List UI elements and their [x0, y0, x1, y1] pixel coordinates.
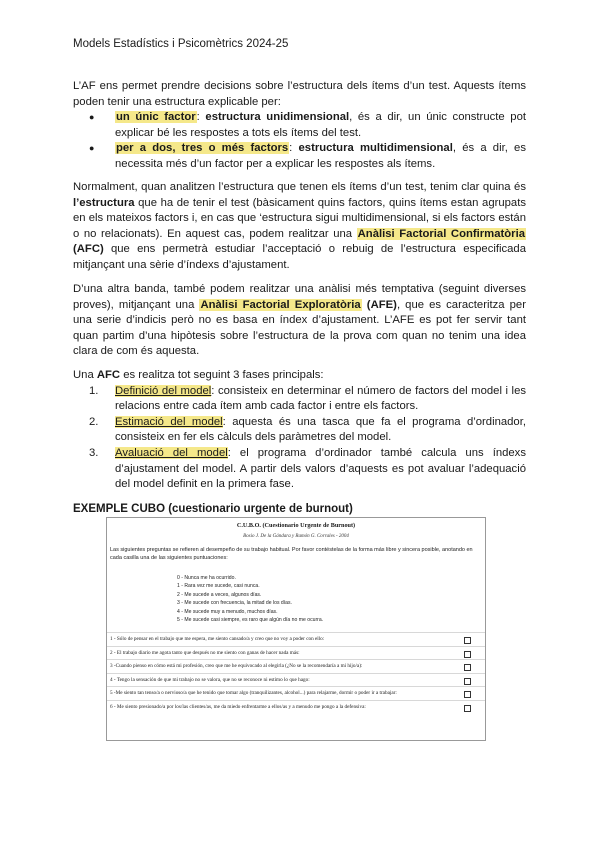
highlight-term: un únic factor [116, 111, 196, 124]
questionnaire-instructions: Las siguientes preguntas se refieren al desempeño de su trabajo habitual. Por favor contéstelas de la forma más libre y sincera posible, anotando en cada casilla una de las siguientes puntuaciones: [110, 547, 473, 561]
questionnaire-item [107, 659, 485, 673]
paragraph-afc [73, 180, 526, 274]
phase-text: : aquesta és una tasca que fa el programa d’ordinador, consisteix en fer els càlculs dels paràmetres del model. [115, 415, 526, 444]
text-run: es realitza tot seguint 3 fases principals: [120, 369, 324, 381]
scale-option: 4 - Me sucede muy a menudo, muchos días. [177, 608, 278, 615]
highlight-term: per a dos, tres o més factors [116, 142, 289, 155]
paragraph-structure-intro [73, 79, 526, 173]
structure-bullets [73, 110, 526, 172]
bold-term: (AFE) [361, 298, 397, 311]
scale-option: 1 - Rara vez me sucede, casi nunca. [177, 583, 260, 590]
phase-item [89, 415, 526, 446]
item-text: 4 - Tengo la sensación de que mi trabajo no se valora, que no se reconoce ni estimo lo que hago: [110, 676, 310, 683]
questionnaire-item [107, 700, 485, 714]
questionnaire-authors: Bosio J. De la Gándara y Ramón G. Corrales - 2004 [243, 534, 349, 539]
phases-lead [73, 368, 526, 384]
paragraph-afe [73, 282, 526, 360]
item-text: 3 -Cuando pienso en cómo está mi profesión, creo que me he equivocado al elegirla (¿No se la recomendaría a mi hijo/a): [110, 663, 363, 670]
item-text: 6 - Me siento presionado/a por los/las clientes/as, me da miedo enfrentarme a ellos/as y a menudo me pongo a la defensiva: [110, 703, 366, 710]
text-run: que ens permetrà estudiar l’acceptació o rebuig de l’estructura especificada mitjançant una sèrie d’índexs d’ajustament. [73, 243, 526, 271]
questionnaire-item [107, 686, 485, 700]
highlight-term: Avaluació del model [115, 446, 228, 459]
item-text: 1 - Sólo de pensar en el trabajo que me espera, me siento cansado/a y creo que no voy a poder con ello: [110, 636, 325, 643]
highlight-term: Estimació del model [115, 415, 223, 428]
highlight-term: Definició del model [115, 384, 212, 397]
bullet-text: , és a dir, es necessita més d’un factor per a explicar les respostes als ítems. [115, 142, 526, 170]
phase-text: : el programa d’ordinador també calcula uns índexs d’ajustament del model. A partir dels valors d’aquests es pot avaluar l’adequació del model definit en la primera fase. [115, 446, 526, 491]
phase-number: 2. [89, 415, 99, 428]
answer-checkbox [464, 705, 471, 712]
bullet-item [89, 141, 526, 172]
text-run: que ha de tenir el test (bàsicament quins factors, quins ítems estan agrupats en els mateixos factors i, en cas que ‘estructura sigui multidimensional, si els factors están o no relacionats). En aquest cas, podem realitzar una [73, 196, 526, 240]
bold-term: (AFC) [73, 243, 104, 256]
scale-option: 5 - Me sucede casi siempre, es raro que algún día no me ocurra. [177, 617, 324, 624]
phases-list [73, 384, 526, 493]
text-run: Una [73, 369, 97, 381]
answer-checkbox [464, 651, 471, 658]
phase-item [89, 446, 526, 493]
questionnaire-title: C.U.B.O. (Cuestionario Urgente de Burnout) [236, 522, 356, 529]
item-text: 5 -Me siento tan tenso/a o nervioso/a que he tenido que tomar algo (tranquilizantes, alcohol...) para relajarme, dormir o poder ir a trabajar: [110, 690, 397, 697]
answer-checkbox [464, 637, 471, 644]
bullet-text: , és a dir, un únic constructe pot explicar bé les respostes a tots els ítems del test. [115, 111, 526, 139]
questionnaire-items [107, 632, 485, 713]
answer-checkbox [464, 678, 471, 685]
answer-checkbox [464, 691, 471, 698]
phase-item [89, 384, 526, 415]
highlight-term: Anàlisi Factorial Confirmatòria [357, 227, 525, 240]
bold-term: l’estructura [73, 196, 135, 209]
bullet-colon: : [289, 142, 299, 155]
cubo-questionnaire-image [106, 517, 486, 741]
phase-number: 3. [89, 446, 99, 459]
phase-number: 1. [89, 384, 99, 397]
bullet-item [89, 110, 526, 141]
questionnaire-item [107, 673, 485, 687]
phase-text: : consisteix en determinar el número de factors del model i les relacions entre cada ítem amb cada factor i entre els factors. [115, 384, 527, 413]
scale-option: 0 - Nunca me ha ocurrido. [177, 575, 236, 581]
bold-term: AFC [96, 369, 121, 381]
questionnaire-item [107, 646, 485, 660]
paragraph-phases [73, 368, 526, 493]
item-text: 2 - El trabajo diario me agota tanto que después no me siento con ganas de hacer nada más: [110, 649, 300, 656]
scale-option: 3 - Me sucede con frecuencia, la mitad de los días. [177, 600, 292, 607]
answer-checkbox [464, 664, 471, 671]
page-header: Models Estadístics i Psicomètrics 2024-25 [73, 38, 289, 50]
text-run: , que es caracteritza per una serie d’indicis però no es basa en índex d’ajustament. L’AFE es pot fer servir tant quan partim d’una hipòtesis sobre l’estructura de la prova com quan no tenim una idea clara de com és aquesta. [73, 298, 526, 358]
text-run: D’una altra banda, també podem realitzar una anàlisi més temptativa (seguint diverses proves), mitjançant una [73, 283, 526, 311]
text-run: Normalment, quan analitzen l’estructura que tenen els ítems d’un test, tenim clar quina és [73, 181, 526, 193]
bold-term: estructura multidimensional [298, 142, 453, 155]
highlight-term: Anàlisi Factorial Exploratòria [200, 298, 361, 311]
bold-term: estructura unidimensional [205, 111, 350, 124]
intro-text: L’AF ens permet prendre decisions sobre l’estructura dels ítems d’un test. Aquests ítems poden tenir una estructura explicable per: [73, 80, 526, 108]
bullet-colon: : [196, 111, 206, 124]
scale-option: 2 - Me sucede a veces, algunos días. [177, 591, 262, 598]
questionnaire-item [107, 632, 485, 646]
example-title: EXEMPLE CUBO (cuestionario urgente de burnout) [73, 503, 353, 515]
response-scale [177, 574, 485, 624]
